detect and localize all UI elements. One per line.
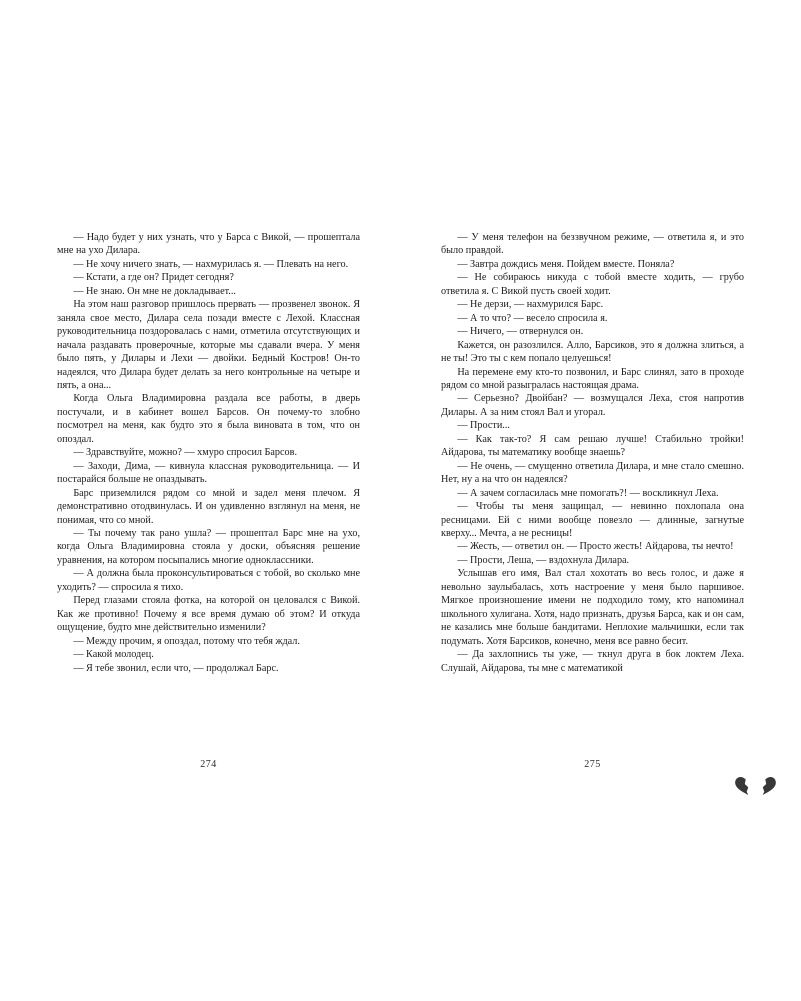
paragraph: — Ты почему так рано ушла? — прошептал Барс мне на ухо, когда Ольга Владимировна стояла у доски, объясняя решение уравнения, на котором посыпались многие одноклассники. [57,527,360,566]
broken-heart-icon [732,770,780,802]
paragraph: — Между прочим, я опоздал, потому что тебя ждал. [73,635,300,647]
page-right-text [441,231,744,675]
paragraph: — Не знаю. Он мне не докладывает... [73,285,236,297]
paragraph: — Да захлопнись ты уже, — ткнул друга в бок локтем Леха. Слушай, Айдарова, ты мне с математикой [441,649,744,674]
paragraph: — Ничего, — отвернулся он. [457,326,584,338]
paragraph: — Прости... [457,420,510,432]
paragraph: — Какой молодец. [73,649,154,661]
paragraph: — Я тебе звонил, если что, — продолжал Барс. [73,662,279,674]
paragraph: — А зачем согласилась мне помогать?! — воскликнул Леха. [457,487,719,499]
paragraph: — Чтобы ты меня защищал, — невинно похлопала она ресницами. Ей с ними вообще повезло — длинные, загнутые кверху... Мечта, а не ресницы! [441,501,744,539]
paragraph: Услышав его имя, Вал стал хохотать во весь голос, и даже я невольно заулыбалась, хоть настроение у меня было паршивое. Мягкое произношение имени не подходило тому, кто напоминал школьного хулигана. Хотя, надо признать, друзья Барса, как и он сам, не казались мне больше бандитами. Неплохие мальчишки, если так подумать. Хотя Барсиков, конечно, меня все равно бесит. [441,568,744,647]
paragraph: — Не хочу ничего знать, — нахмурилась я. — Плевать на него. [73,258,349,270]
paragraph: Когда Ольга Владимировна раздала все работы, в дверь постучали, и в кабинет вошел Барсов. Он почему-то злобно посмотрел на меня, как будто это я была виновата в том, что он опоздал. [57,393,360,445]
paragraph: — Не дерзи, — нахмурился Барс. [457,299,604,311]
paragraph: Перед глазами стояла фотка, на которой он целовался с Викой. Как же противно! Почему я все время думаю об этом? И откуда ощущение, будто мне действительно изменили? [57,595,360,634]
paragraph: — Кстати, а где он? Придет сегодня? [73,272,234,284]
paragraph: Барс приземлился рядом со мной и задел меня плечом. Я демонстративно отодвинулась. И он удивленно взглянул на меня, не понимая, что со мной. [57,487,360,526]
paragraph: На перемене ему кто-то позвонил, и Барс слинял, зато в проходе рядом со мной разыгралась настоящая драма. [441,366,744,391]
paragraph: — У меня телефон на беззвучном режиме, — ответила я, и это было правдой. [441,232,744,257]
paragraph: — Не очень, — смущенно ответила Дилара, и мне стало смешно. Нет, ну а на что он надеялся? [441,460,744,486]
paragraph: — Как так-то? Я сам решаю лучше! Стабильно тройки! Айдарова, ты математику вообще знаешь? [441,433,744,459]
paragraph: — Завтра дождись меня. Пойдем вместе. Поняла? [457,258,675,270]
paragraph: Кажется, он разозлился. Алло, Барсиков, это я должна злиться, а не ты! Это ты с кем попало целуешься! [441,339,744,365]
paragraph: — Надо будет у них узнать, что у Барса с Викой, — прошептала мне на ухо Дилара. [57,232,360,257]
paragraph: — Заходи, Дима, — кивнула классная руководительница. — И постарайся больше не опаздывать. [57,460,360,486]
paragraph: — Жесть, — ответил он. — Просто жесть! Айдарова, ты нечто! [457,541,734,553]
page-left-text [57,231,360,675]
paragraph: — Здравствуйте, можно? — хмуро спросил Барсов. [73,447,297,459]
paragraph: — Прости, Леша, — вздохнула Дилара. [457,554,630,566]
page-number-left: 274 [200,759,217,770]
paragraph: — Серьезно? Двойбан? — возмущался Леха, стоя напротив Дилары. А за ним стоял Вал и угорал. [441,393,744,418]
paragraph: На этом наш разговор пришлось прервать — прозвенел звонок. Я заняла свое место, Дилара села позади вместе с Лехой. Классная руководительница поздоровалась с нами, отметила отсутствующих и начала раздавать проверочные, которые мы сдавали вчера. У меня было пять, у Дилары и Лехи — двойки. Бедный Костров! Он-то надеялся, что Дилара будет делать за него контрольные на четыре и пять, а она... [57,299,360,391]
paragraph: — А должна была проконсультироваться с тобой, во сколько мне уходить? — спросила я тихо. [57,568,360,593]
paragraph: — А то что? — весело спросила я. [457,312,608,324]
page-number-right: 275 [584,759,601,770]
paragraph: — Не собираюсь никуда с тобой вместе ходить, — грубо ответила я. С Викой пусть своей ходит. [441,272,744,297]
